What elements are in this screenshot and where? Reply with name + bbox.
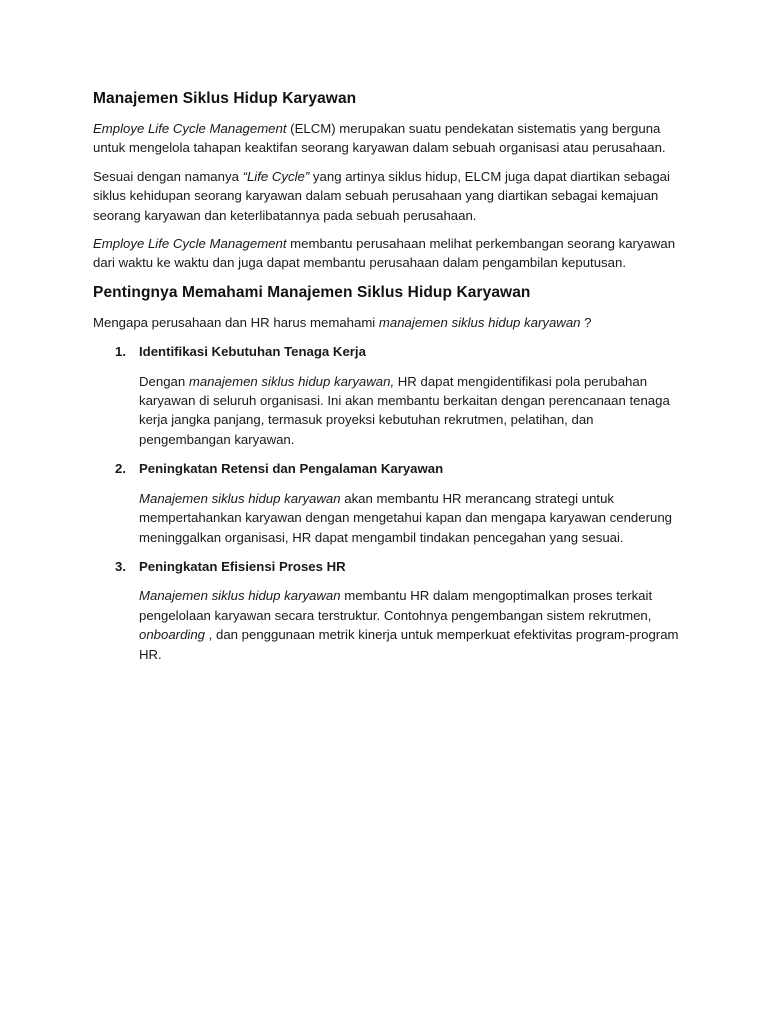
italic-term: onboarding	[139, 627, 205, 643]
italic-term: manajemen siklus hidup karyawan	[378, 314, 581, 330]
paragraph-text: Mengapa perusahaan dan HR harus memahami	[93, 314, 379, 330]
paragraph-text: (ELCM) merupakan suatu pendekatan sistematis yang berguna untuk mengelola tahapan keaktifan seorang karyawan dalam sebuah organisasi atau perusahaan.	[93, 121, 666, 156]
italic-term: Manajemen siklus hidup karyawan	[139, 490, 341, 506]
paragraph-text: membantu perusahaan melihat perkembangan seorang karyawan dari waktu ke waktu dan juga dapat membantu perusahaan dalam pengambilan keputusan.	[93, 236, 676, 271]
list-item-title: Peningkatan Retensi dan Pengalaman Karyawan	[139, 461, 444, 477]
list-item-body	[139, 489, 683, 547]
paragraph-life-cycle-meaning	[93, 167, 683, 225]
section-heading-importance: Pentingnya Memahami Manajemen Siklus Hidup Karyawan	[93, 283, 531, 301]
paragraph-text: yang artinya siklus hidup, ELCM juga dapat diartikan sebagai siklus kehidupan seorang karyawan dalam sebuah perusahaan yang diartikan sebagai kemajuan seorang karyawan dan keterlibatannya pada sebuah perusahaan.	[93, 168, 670, 223]
paragraph-text: Sesuai dengan namanya	[93, 168, 243, 184]
list-number: 3.	[115, 558, 126, 574]
paragraph-text: akan membantu HR merancang strategi untuk mempertahankan karyawan dengan mengetahui kapan dan mengapa karyawan cenderung meninggalkan organisasi, HR dapat mengambil tindakan pencegahan yang sesuai.	[139, 490, 672, 545]
paragraph-question	[93, 313, 683, 332]
italic-term: Employe Life Cycle Management	[93, 121, 287, 136]
list-item-body	[139, 372, 683, 450]
list-number: 2.	[115, 461, 126, 477]
paragraph-text: ?	[580, 314, 592, 330]
document-content	[93, 88, 683, 664]
list-number: 1.	[115, 344, 126, 360]
italic-term: Employe Life Cycle Management	[93, 236, 287, 252]
list-item-title: Identifikasi Kebutuhan Tenaga Kerja	[139, 344, 366, 360]
paragraph-elcm-definition	[93, 119, 683, 158]
list-item	[93, 557, 683, 664]
list-item-title: Peningkatan Efisiensi Proses HR	[139, 558, 346, 574]
paragraph-text: membantu HR dalam mengoptimalkan proses terkait pengelolaan karyawan secara terstruktur. Contohnya pengembangan sistem rekrutmen,	[139, 588, 653, 623]
list-item	[93, 459, 683, 547]
paragraph-text: HR dapat mengidentifikasi pola perubahan karyawan di seluruh organisasi. Ini akan membantu berkaitan dengan perencanaan tenaga kerja jangka panjang, termasuk proyeksi kebutuhan rekrutmen, pelatihan, dan pengembangan karyawan.	[139, 373, 670, 447]
section-heading-elcm: Manajemen Siklus Hidup Karyawan	[93, 90, 357, 107]
italic-term: Manajemen siklus hidup karyawan	[139, 588, 341, 604]
italic-term: manajemen siklus hidup karyawan,	[188, 373, 395, 389]
list-item-body	[139, 586, 683, 664]
paragraph-text: Dengan	[139, 373, 189, 389]
italic-term: “Life Cycle”	[242, 168, 310, 184]
paragraph-text: , dan penggunaan metrik kinerja untuk memperkuat efektivitas program-program HR.	[139, 627, 679, 662]
paragraph-elcm-benefit	[93, 234, 683, 273]
list-item	[93, 342, 683, 449]
numbered-list	[93, 342, 683, 664]
